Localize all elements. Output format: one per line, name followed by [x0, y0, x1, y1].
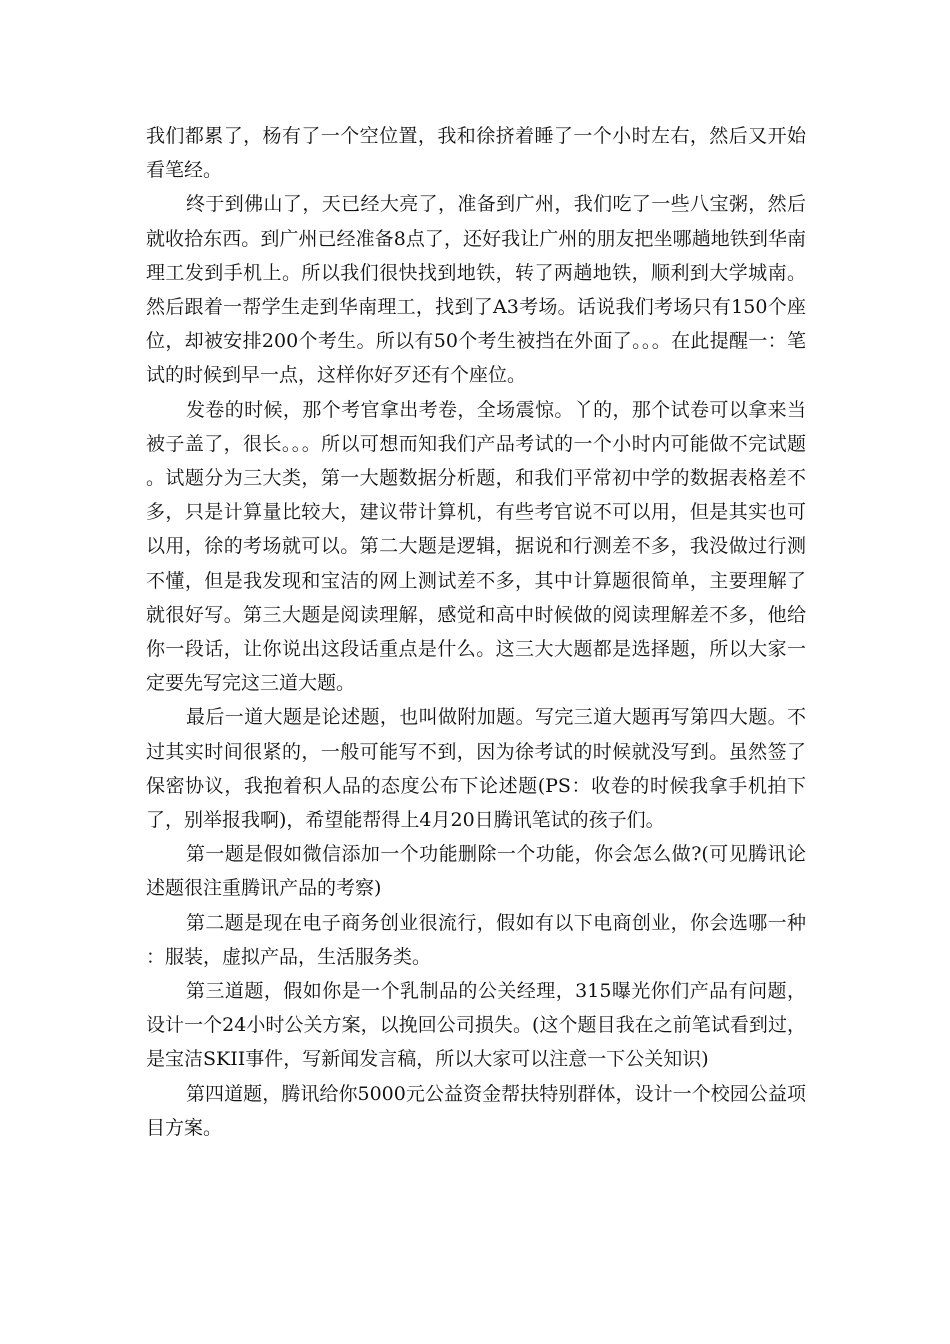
document-body: [146, 119, 806, 1145]
paragraph-2: 终于到佛山了，天已经大亮了，准备到广州，我们吃了一些八宝粥，然后就收拾东西。到广州已经准备8点了，还好我让广州的朋友把坐哪趟地铁到华南理工发到手机上。所以我们很快找到地铁，转了两趟地铁，顺利到大学城南。然后跟着一帮学生走到华南理工，找到了A3考场。话说我们考场只有150个座位，却被安排200个考生。所以有50个考生被挡在外面了。。。在此提醒一：笔试的时候到早一点，这样你好歹还有个座位。: [146, 193, 806, 387]
paragraph-1: 我们都累了，杨有了一个空位置，我和徐挤着睡了一个小时左右，然后又开始看笔经。: [146, 125, 806, 182]
paragraph-6: 第二题是现在电子商务创业很流行，假如有以下电商创业，你会选哪一种：服装，虚拟产品，生活服务类。: [146, 911, 806, 968]
paragraph-7: 第三道题，假如你是一个乳制品的公关经理，315曝光你们产品有问题，设计一个24小时公关方案，以挽回公司损失。(这个题目我在之前笔试看到过，是宝洁SKII事件，写新闻发言稿，所以大家可以注意一下公关知识): [146, 980, 806, 1071]
paragraph-4: 最后一道大题是论述题，也叫做附加题。写完三道大题再写第四大题。不过其实时间很紧的，一般可能写不到，因为徐考试的时候就没写到。虽然签了保密协议，我抱着积人品的态度公布下论述题(PS：收卷的时候我拿手机拍下了，别举报我啊)，希望能帮得上4月20日腾讯笔试的孩子们。: [146, 706, 806, 832]
paragraph-8: 第四道题，腾讯给你5000元公益资金帮扶特别群体，设计一个校园公益项目方案。: [146, 1082, 806, 1139]
paragraph-5: 第一题是假如微信添加一个功能删除一个功能，你会怎么做?(可见腾讯论述题很注重腾讯产品的考察): [146, 843, 806, 900]
paragraph-3: 发卷的时候，那个考官拿出考卷，全场震惊。丫的，那个试卷可以拿来当被子盖了，很长。。。所以可想而知我们产品考试的一个小时内可能做不完试题。试题分为三大类，第一大题数据分析题，和我们平常初中学的数据表格差不多，只是计算量比较大，建议带计算机，有些考官说不可以用，但是其实也可以用，徐的考场就可以。第二大题是逻辑，据说和行测差不多，我没做过行测不懂，但是我发现和宝洁的网上测试差不多，其中计算题很简单，主要理解了就很好写。第三大题是阅读理解，感觉和高中时候做的阅读理解差不多，他给你一段话，让你说出这段话重点是什么。这三大大题都是选择题，所以大家一定要先写完这三道大题。: [146, 398, 806, 695]
